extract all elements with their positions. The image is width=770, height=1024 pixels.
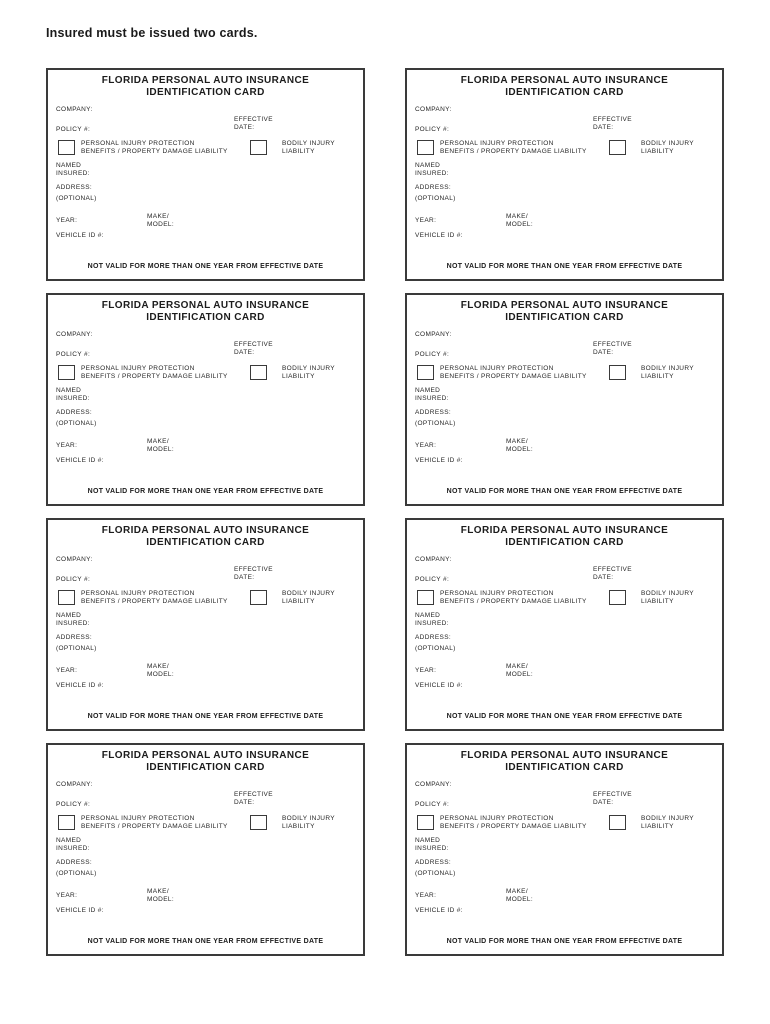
bodily-injury-label-line1: BODILY INJURY [641, 365, 694, 372]
make-model-label-line1: MAKE/ [506, 213, 528, 220]
bodily-injury-label [641, 140, 694, 156]
pip-label-line2: BENEFITS / PROPERTY DAMAGE LIABILITY [81, 598, 228, 605]
make-model-label [147, 213, 174, 229]
make-model-label [147, 438, 174, 454]
cards-grid [46, 68, 724, 956]
bodily-injury-label-line2: LIABILITY [282, 823, 315, 830]
effective-date-label-line1: EFFECTIVE [234, 116, 273, 123]
named-insured-label-line2: INSURED: [56, 170, 90, 177]
company-label: COMPANY: [56, 781, 93, 788]
make-model-label-line2: MODEL: [147, 221, 175, 228]
insurance-card [46, 518, 365, 731]
effective-date-label-line2: DATE: [593, 124, 614, 131]
bodily-injury-checkbox[interactable] [250, 140, 267, 155]
card-title-line2: IDENTIFICATION CARD [146, 762, 265, 773]
card-title-line1: FLORIDA PERSONAL AUTO INSURANCE [460, 525, 669, 536]
pip-label [81, 140, 228, 156]
address-optional-label: (OPTIONAL) [415, 645, 456, 652]
named-insured-label-line2: INSURED: [56, 845, 90, 852]
pip-label-line2: BENEFITS / PROPERTY DAMAGE LIABILITY [81, 148, 228, 155]
company-label: COMPANY: [56, 331, 93, 338]
pip-checkbox[interactable] [58, 140, 75, 155]
bodily-injury-label-line1: BODILY INJURY [641, 590, 694, 597]
pip-checkbox[interactable] [58, 590, 75, 605]
year-label: YEAR: [56, 442, 78, 449]
address-label: ADDRESS: [415, 634, 452, 641]
vehicle-id-label: VEHICLE ID #: [56, 232, 104, 239]
card-title [48, 525, 363, 549]
make-model-label-line2: MODEL: [506, 896, 534, 903]
card-title-line1: FLORIDA PERSONAL AUTO INSURANCE [101, 750, 310, 761]
card-title-line2: IDENTIFICATION CARD [146, 312, 265, 323]
policy-number-label: POLICY #: [415, 126, 450, 133]
address-optional-label: (OPTIONAL) [415, 870, 456, 877]
policy-number-label: POLICY #: [415, 801, 450, 808]
card-title-line1: FLORIDA PERSONAL AUTO INSURANCE [101, 300, 310, 311]
bodily-injury-label [282, 140, 335, 156]
card-title-line2: IDENTIFICATION CARD [505, 762, 624, 773]
make-model-label-line1: MAKE/ [147, 438, 169, 445]
bodily-injury-label-line1: BODILY INJURY [282, 815, 335, 822]
bodily-injury-label-line2: LIABILITY [641, 823, 674, 830]
named-insured-label-line1: NAMED [415, 612, 441, 619]
effective-date-label-line2: DATE: [593, 799, 614, 806]
card-title [407, 300, 722, 324]
make-model-label [506, 663, 533, 679]
make-model-label-line2: MODEL: [147, 896, 175, 903]
insurance-card [46, 293, 365, 506]
pip-label-line2: BENEFITS / PROPERTY DAMAGE LIABILITY [440, 823, 587, 830]
named-insured-label-line1: NAMED [56, 837, 82, 844]
named-insured-label [56, 837, 90, 853]
bodily-injury-label-line1: BODILY INJURY [641, 815, 694, 822]
card-title-line1: FLORIDA PERSONAL AUTO INSURANCE [101, 525, 310, 536]
make-model-label-line2: MODEL: [506, 446, 534, 453]
bodily-injury-checkbox[interactable] [609, 140, 626, 155]
vehicle-id-label: VEHICLE ID #: [415, 907, 463, 914]
card-title-line2: IDENTIFICATION CARD [505, 312, 624, 323]
make-model-label [147, 663, 174, 679]
named-insured-label-line1: NAMED [56, 387, 82, 394]
effective-date-label [593, 791, 632, 807]
pip-checkbox[interactable] [417, 365, 434, 380]
named-insured-label-line1: NAMED [56, 612, 82, 619]
effective-date-label-line1: EFFECTIVE [593, 566, 632, 573]
effective-date-label [234, 566, 273, 582]
pip-label-line1: PERSONAL INJURY PROTECTION [440, 590, 554, 597]
card-footer-note: NOT VALID FOR MORE THAN ONE YEAR FROM EFFECTIVE DATE [87, 263, 324, 270]
effective-date-label-line1: EFFECTIVE [234, 791, 273, 798]
policy-number-label: POLICY #: [56, 351, 91, 358]
named-insured-label [56, 612, 90, 628]
year-label: YEAR: [415, 892, 437, 899]
year-label: YEAR: [415, 442, 437, 449]
effective-date-label [593, 566, 632, 582]
bodily-injury-label [282, 365, 335, 381]
named-insured-label-line2: INSURED: [415, 845, 449, 852]
card-title [48, 75, 363, 99]
pip-label-line2: BENEFITS / PROPERTY DAMAGE LIABILITY [440, 148, 587, 155]
named-insured-label [415, 162, 449, 178]
card-title [48, 300, 363, 324]
card-title-line1: FLORIDA PERSONAL AUTO INSURANCE [460, 300, 669, 311]
address-optional-label: (OPTIONAL) [56, 195, 97, 202]
effective-date-label [593, 341, 632, 357]
make-model-label-line2: MODEL: [506, 671, 534, 678]
pip-label [440, 815, 587, 831]
address-label: ADDRESS: [56, 184, 93, 191]
effective-date-label [234, 791, 273, 807]
named-insured-label-line2: INSURED: [415, 620, 449, 627]
address-optional-label: (OPTIONAL) [56, 420, 97, 427]
effective-date-label [593, 116, 632, 132]
bodily-injury-label-line2: LIABILITY [641, 373, 674, 380]
make-model-label [506, 438, 533, 454]
year-label: YEAR: [415, 667, 437, 674]
insurance-card [46, 743, 365, 956]
pip-label-line2: BENEFITS / PROPERTY DAMAGE LIABILITY [440, 373, 587, 380]
named-insured-label [415, 837, 449, 853]
make-model-label-line2: MODEL: [506, 221, 534, 228]
address-label: ADDRESS: [415, 859, 452, 866]
bodily-injury-label [641, 815, 694, 831]
bodily-injury-label-line1: BODILY INJURY [641, 140, 694, 147]
effective-date-label-line1: EFFECTIVE [593, 791, 632, 798]
card-footer-note: NOT VALID FOR MORE THAN ONE YEAR FROM EFFECTIVE DATE [446, 938, 683, 945]
bodily-injury-label-line2: LIABILITY [282, 373, 315, 380]
named-insured-label-line2: INSURED: [56, 395, 90, 402]
make-model-label-line1: MAKE/ [506, 663, 528, 670]
vehicle-id-label: VEHICLE ID #: [56, 457, 104, 464]
vehicle-id-label: VEHICLE ID #: [415, 682, 463, 689]
make-model-label-line1: MAKE/ [506, 438, 528, 445]
make-model-label-line1: MAKE/ [147, 888, 169, 895]
bodily-injury-checkbox[interactable] [609, 815, 626, 830]
bodily-injury-label-line2: LIABILITY [641, 598, 674, 605]
named-insured-label-line1: NAMED [415, 387, 441, 394]
named-insured-label-line1: NAMED [415, 837, 441, 844]
pip-label-line1: PERSONAL INJURY PROTECTION [440, 365, 554, 372]
make-model-label-line2: MODEL: [147, 671, 175, 678]
bodily-injury-label-line1: BODILY INJURY [282, 365, 335, 372]
bodily-injury-checkbox[interactable] [609, 590, 626, 605]
pip-checkbox[interactable] [58, 365, 75, 380]
vehicle-id-label: VEHICLE ID #: [415, 232, 463, 239]
pip-label-line1: PERSONAL INJURY PROTECTION [440, 815, 554, 822]
insurance-card [46, 68, 365, 281]
bodily-injury-label [282, 815, 335, 831]
policy-number-label: POLICY #: [415, 351, 450, 358]
policy-number-label: POLICY #: [56, 126, 91, 133]
named-insured-label [56, 387, 90, 403]
card-title-line1: FLORIDA PERSONAL AUTO INSURANCE [101, 75, 310, 86]
effective-date-label-line2: DATE: [593, 349, 614, 356]
card-title-line2: IDENTIFICATION CARD [505, 87, 624, 98]
company-label: COMPANY: [415, 106, 452, 113]
card-footer-note: NOT VALID FOR MORE THAN ONE YEAR FROM EFFECTIVE DATE [87, 713, 324, 720]
address-optional-label: (OPTIONAL) [56, 870, 97, 877]
year-label: YEAR: [56, 667, 78, 674]
year-label: YEAR: [415, 217, 437, 224]
insurance-card [405, 518, 724, 731]
pip-label-line1: PERSONAL INJURY PROTECTION [81, 590, 195, 597]
make-model-label [506, 213, 533, 229]
pip-label-line1: PERSONAL INJURY PROTECTION [81, 365, 195, 372]
card-title [48, 750, 363, 774]
address-optional-label: (OPTIONAL) [415, 420, 456, 427]
make-model-label-line1: MAKE/ [147, 663, 169, 670]
company-label: COMPANY: [415, 331, 452, 338]
pip-checkbox[interactable] [417, 590, 434, 605]
pip-checkbox[interactable] [58, 815, 75, 830]
card-title-line2: IDENTIFICATION CARD [146, 537, 265, 548]
named-insured-label [415, 612, 449, 628]
card-footer-note: NOT VALID FOR MORE THAN ONE YEAR FROM EFFECTIVE DATE [87, 488, 324, 495]
card-title [407, 75, 722, 99]
pip-checkbox[interactable] [417, 815, 434, 830]
card-title-line2: IDENTIFICATION CARD [505, 537, 624, 548]
address-label: ADDRESS: [56, 859, 93, 866]
pip-label-line1: PERSONAL INJURY PROTECTION [81, 815, 195, 822]
bodily-injury-label [641, 365, 694, 381]
effective-date-label-line1: EFFECTIVE [593, 116, 632, 123]
make-model-label [506, 888, 533, 904]
effective-date-label-line2: DATE: [234, 799, 255, 806]
pip-label [81, 815, 228, 831]
vehicle-id-label: VEHICLE ID #: [56, 682, 104, 689]
make-model-label [147, 888, 174, 904]
named-insured-label-line1: NAMED [56, 162, 82, 169]
company-label: COMPANY: [56, 106, 93, 113]
effective-date-label-line1: EFFECTIVE [593, 341, 632, 348]
card-footer-note: NOT VALID FOR MORE THAN ONE YEAR FROM EFFECTIVE DATE [446, 713, 683, 720]
make-model-label-line1: MAKE/ [506, 888, 528, 895]
pip-label [440, 140, 587, 156]
address-optional-label: (OPTIONAL) [56, 645, 97, 652]
address-optional-label: (OPTIONAL) [415, 195, 456, 202]
named-insured-label-line2: INSURED: [415, 170, 449, 177]
address-label: ADDRESS: [415, 409, 452, 416]
pip-label [440, 590, 587, 606]
pip-label [81, 590, 228, 606]
address-label: ADDRESS: [56, 634, 93, 641]
pip-label-line1: PERSONAL INJURY PROTECTION [440, 140, 554, 147]
effective-date-label-line2: DATE: [234, 124, 255, 131]
company-label: COMPANY: [415, 556, 452, 563]
named-insured-label-line1: NAMED [415, 162, 441, 169]
pip-label [440, 365, 587, 381]
company-label: COMPANY: [56, 556, 93, 563]
insurance-card [405, 293, 724, 506]
pip-label [81, 365, 228, 381]
bodily-injury-label-line2: LIABILITY [641, 148, 674, 155]
effective-date-label-line2: DATE: [593, 574, 614, 581]
pip-checkbox[interactable] [417, 140, 434, 155]
bodily-injury-checkbox[interactable] [250, 365, 267, 380]
named-insured-label-line2: INSURED: [56, 620, 90, 627]
pip-label-line2: BENEFITS / PROPERTY DAMAGE LIABILITY [440, 598, 587, 605]
pip-label-line2: BENEFITS / PROPERTY DAMAGE LIABILITY [81, 373, 228, 380]
bodily-injury-label-line1: BODILY INJURY [282, 590, 335, 597]
vehicle-id-label: VEHICLE ID #: [56, 907, 104, 914]
insurance-card [405, 743, 724, 956]
make-model-label-line1: MAKE/ [147, 213, 169, 220]
policy-number-label: POLICY #: [56, 801, 91, 808]
company-label: COMPANY: [415, 781, 452, 788]
named-insured-label [415, 387, 449, 403]
policy-number-label: POLICY #: [56, 576, 91, 583]
card-title [407, 525, 722, 549]
named-insured-label-line2: INSURED: [415, 395, 449, 402]
card-title [407, 750, 722, 774]
effective-date-label-line2: DATE: [234, 349, 255, 356]
insurance-card [405, 68, 724, 281]
card-title-line2: IDENTIFICATION CARD [146, 87, 265, 98]
bodily-injury-checkbox[interactable] [250, 590, 267, 605]
bodily-injury-label-line2: LIABILITY [282, 598, 315, 605]
card-footer-note: NOT VALID FOR MORE THAN ONE YEAR FROM EFFECTIVE DATE [87, 938, 324, 945]
pip-label-line1: PERSONAL INJURY PROTECTION [81, 140, 195, 147]
policy-number-label: POLICY #: [415, 576, 450, 583]
effective-date-label-line1: EFFECTIVE [234, 341, 273, 348]
card-footer-note: NOT VALID FOR MORE THAN ONE YEAR FROM EFFECTIVE DATE [446, 263, 683, 270]
bodily-injury-label-line2: LIABILITY [282, 148, 315, 155]
page-instruction: Insured must be issued two cards. [46, 26, 258, 40]
vehicle-id-label: VEHICLE ID #: [415, 457, 463, 464]
bodily-injury-label [641, 590, 694, 606]
card-title-line1: FLORIDA PERSONAL AUTO INSURANCE [460, 75, 669, 86]
effective-date-label [234, 116, 273, 132]
make-model-label-line2: MODEL: [147, 446, 175, 453]
named-insured-label [56, 162, 90, 178]
address-label: ADDRESS: [56, 409, 93, 416]
year-label: YEAR: [56, 217, 78, 224]
effective-date-label [234, 341, 273, 357]
effective-date-label-line2: DATE: [234, 574, 255, 581]
pip-label-line2: BENEFITS / PROPERTY DAMAGE LIABILITY [81, 823, 228, 830]
bodily-injury-checkbox[interactable] [250, 815, 267, 830]
effective-date-label-line1: EFFECTIVE [234, 566, 273, 573]
bodily-injury-label [282, 590, 335, 606]
card-title-line1: FLORIDA PERSONAL AUTO INSURANCE [460, 750, 669, 761]
address-label: ADDRESS: [415, 184, 452, 191]
card-footer-note: NOT VALID FOR MORE THAN ONE YEAR FROM EFFECTIVE DATE [446, 488, 683, 495]
bodily-injury-label-line1: BODILY INJURY [282, 140, 335, 147]
year-label: YEAR: [56, 892, 78, 899]
bodily-injury-checkbox[interactable] [609, 365, 626, 380]
